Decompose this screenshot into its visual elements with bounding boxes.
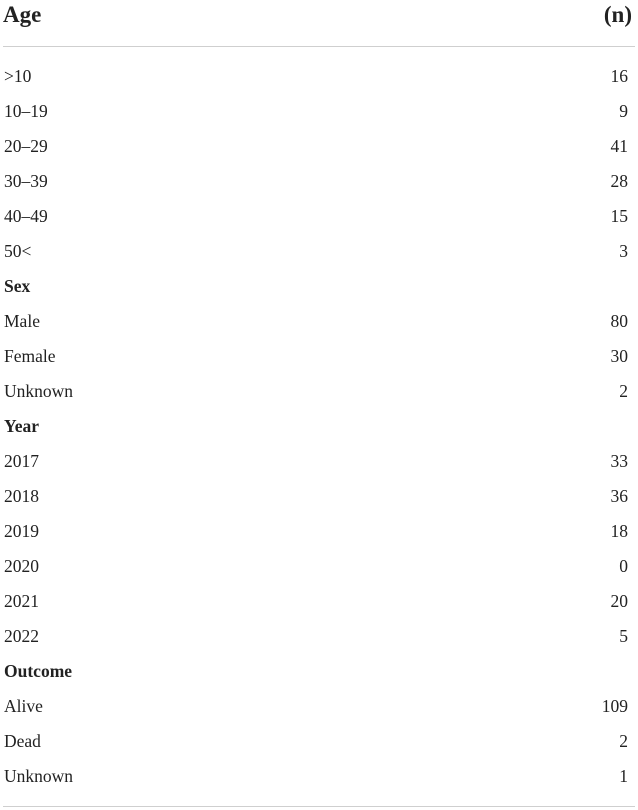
- section-heading: Year: [4, 416, 39, 436]
- row-label: 2022: [4, 626, 39, 646]
- table-header: [3, 0, 635, 46]
- row-label: Female: [4, 346, 56, 366]
- row-label: Alive: [4, 696, 43, 716]
- table-row: [3, 479, 635, 514]
- row-value: 9: [619, 101, 628, 121]
- section-row: [3, 409, 635, 444]
- row-value: 5: [619, 626, 628, 646]
- row-value: 2: [619, 381, 628, 401]
- row-value: 3: [619, 241, 628, 261]
- row-label: Male: [4, 311, 40, 331]
- row-value: 41: [610, 136, 628, 156]
- header-age: Age: [3, 2, 42, 27]
- header-count: (n): [603, 2, 632, 27]
- row-label: Dead: [4, 731, 41, 751]
- table-row: [3, 94, 635, 129]
- row-value: 0: [619, 556, 628, 576]
- table-row: [3, 59, 635, 94]
- row-label: 50<: [4, 241, 32, 261]
- row-value: 1: [619, 766, 628, 786]
- table-row: [3, 304, 635, 339]
- row-label: 2019: [4, 521, 39, 541]
- row-value: 20: [610, 591, 628, 611]
- row-label: >10: [4, 66, 32, 86]
- row-value: 80: [610, 311, 628, 331]
- table-row: [3, 234, 635, 269]
- row-value: 18: [610, 521, 628, 541]
- table-row: [3, 689, 635, 724]
- table-row: [3, 199, 635, 234]
- row-value: 28: [610, 171, 628, 191]
- table-row: [3, 549, 635, 584]
- row-label: 20–29: [4, 136, 48, 156]
- table-row: [3, 514, 635, 549]
- table-body: [3, 47, 635, 794]
- section-row: [3, 269, 635, 304]
- table-row: [3, 619, 635, 654]
- table-row: [3, 759, 635, 794]
- table-row: [3, 164, 635, 199]
- table-row: [3, 129, 635, 164]
- row-label: 30–39: [4, 171, 48, 191]
- table-row: [3, 339, 635, 374]
- row-label: 40–49: [4, 206, 48, 226]
- table-row: [3, 724, 635, 759]
- row-label: Unknown: [4, 766, 74, 786]
- row-value: 16: [610, 66, 628, 86]
- row-value: 30: [610, 346, 628, 366]
- row-value: 33: [610, 451, 628, 471]
- section-row: [3, 654, 635, 689]
- bottom-rule: [3, 806, 635, 807]
- table-row: [3, 374, 635, 409]
- row-label: 2021: [4, 591, 39, 611]
- row-label: 2020: [4, 556, 39, 576]
- row-label: 10–19: [4, 101, 48, 121]
- row-value: 15: [610, 206, 628, 226]
- row-label: Unknown: [4, 381, 74, 401]
- row-value: 2: [619, 731, 628, 751]
- row-label: 2017: [4, 451, 39, 471]
- section-heading: Outcome: [4, 661, 73, 681]
- section-heading: Sex: [4, 276, 31, 296]
- row-value: 36: [610, 486, 628, 506]
- table-row: [3, 444, 635, 479]
- row-value: 109: [601, 696, 628, 716]
- table-row: [3, 584, 635, 619]
- data-table: [3, 0, 635, 807]
- row-label: 2018: [4, 486, 39, 506]
